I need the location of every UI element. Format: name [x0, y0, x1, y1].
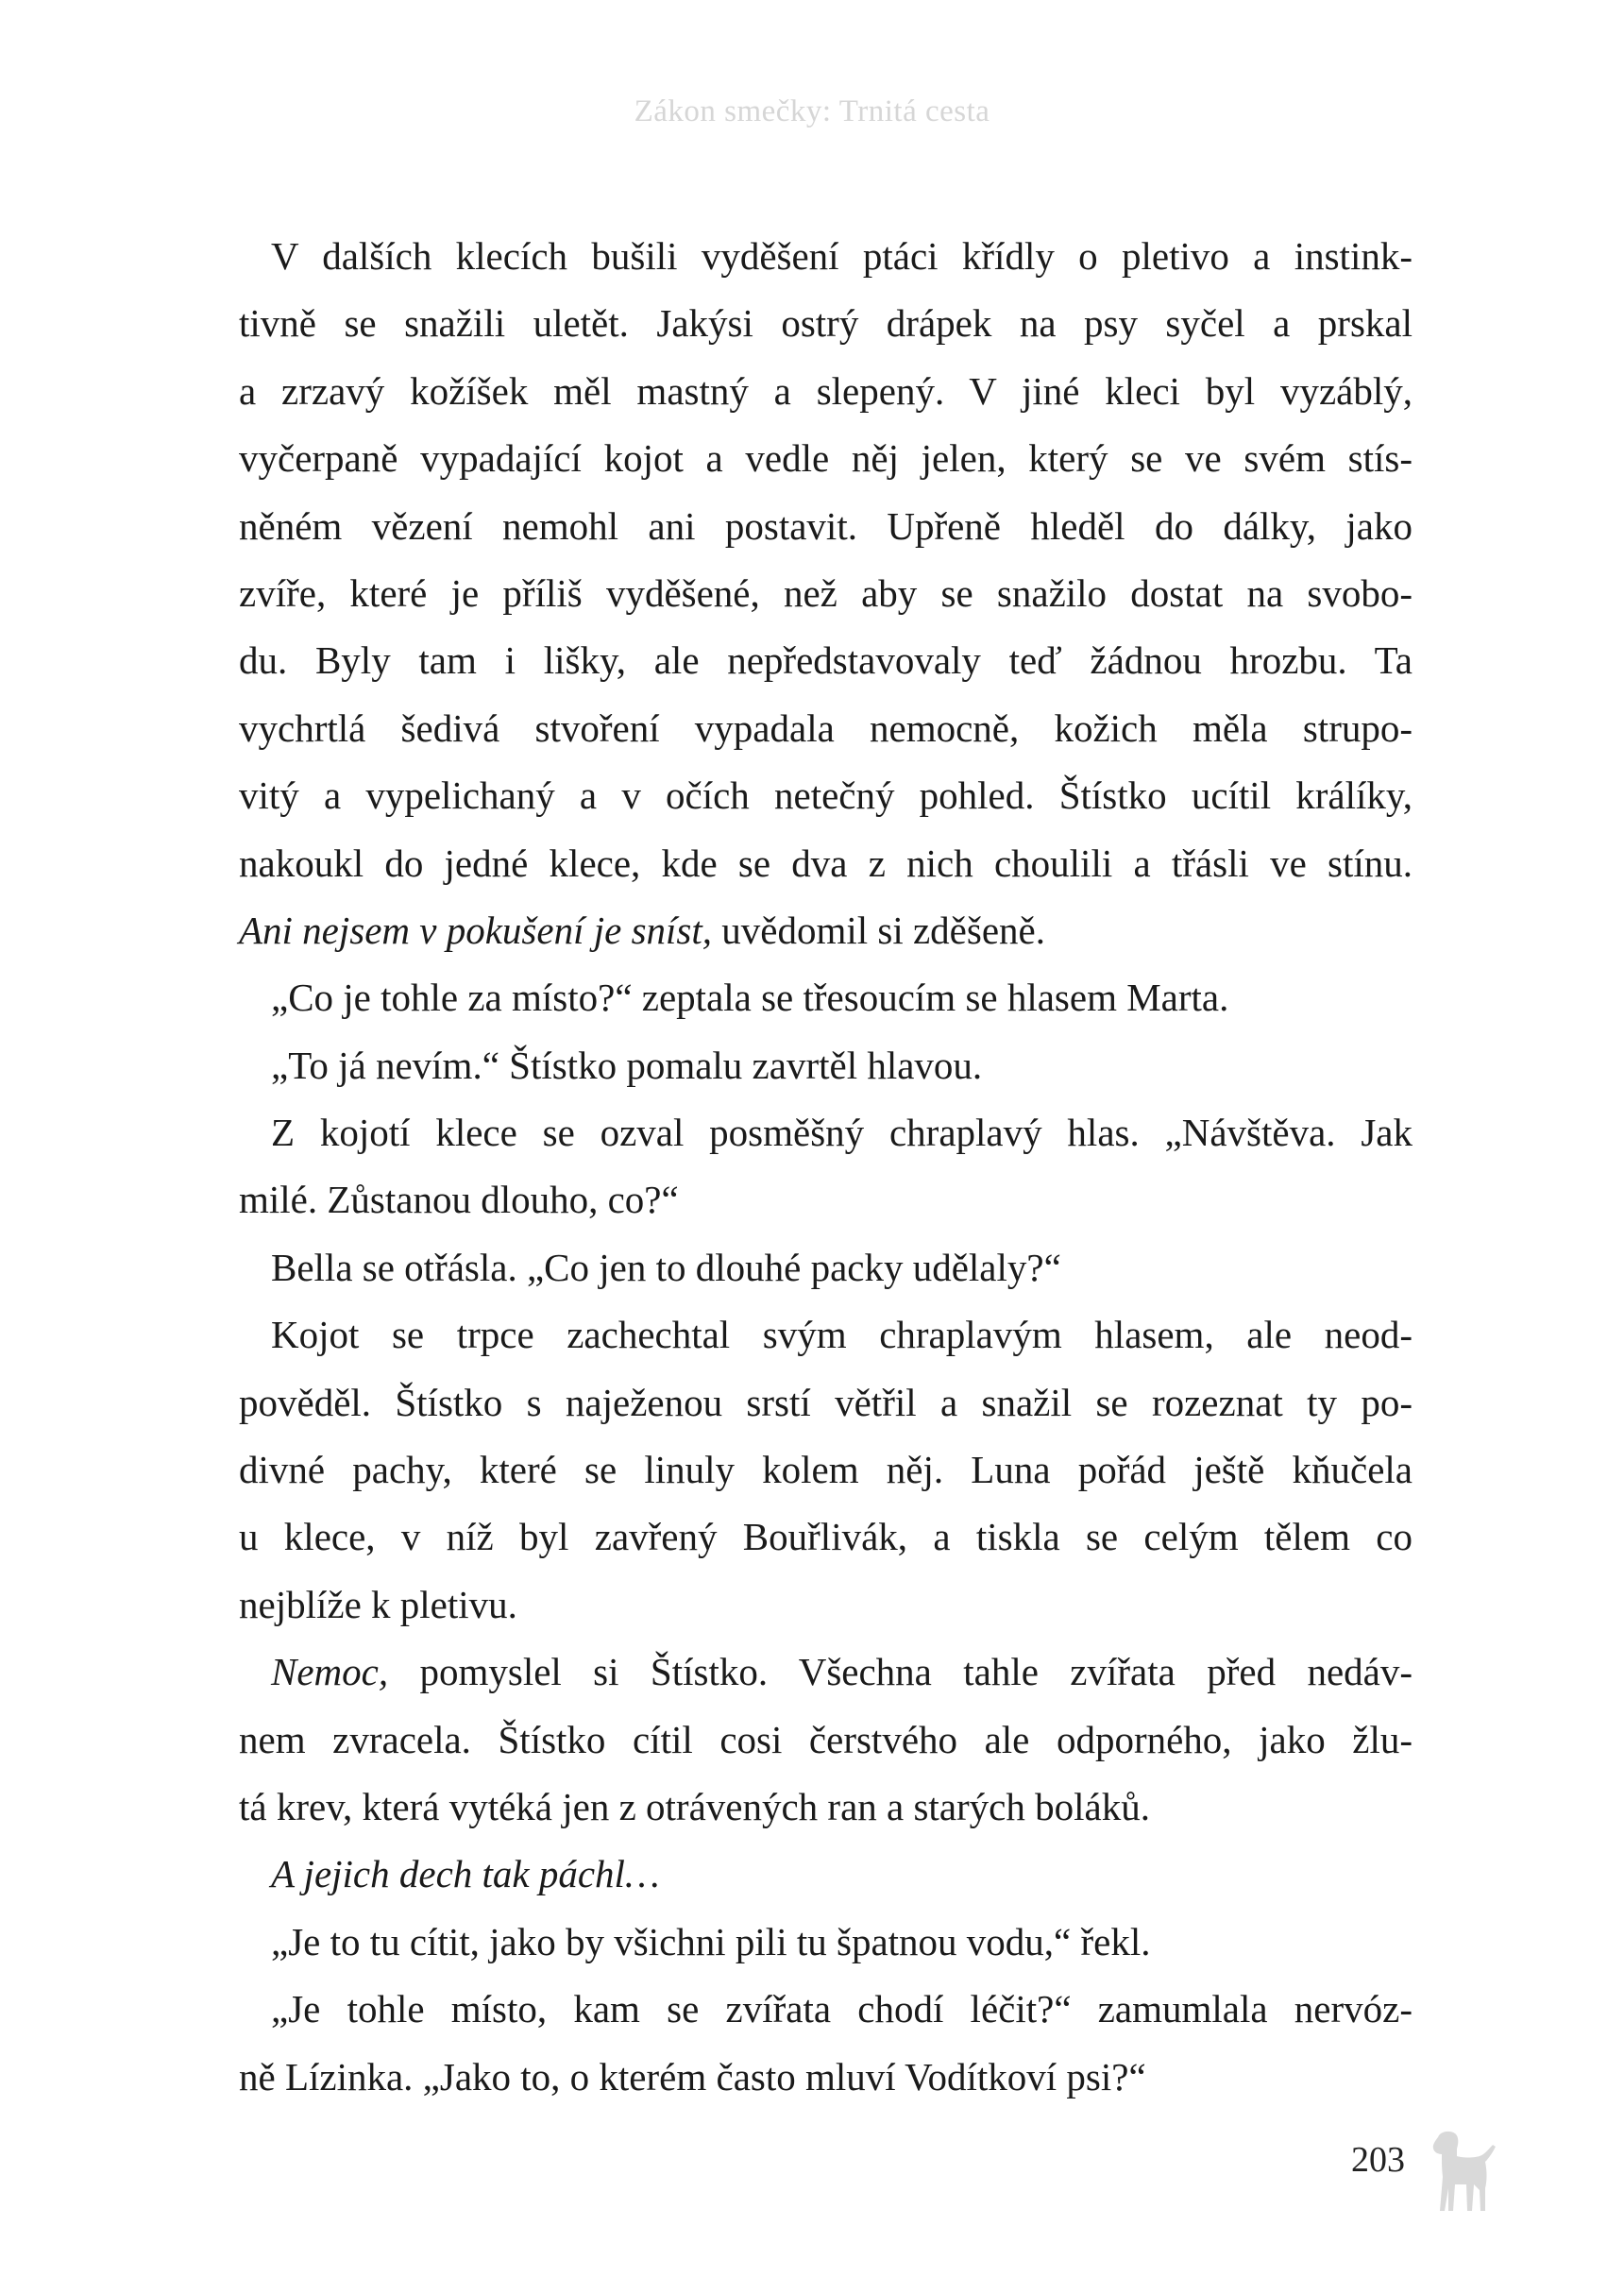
text-line — [239, 1909, 1413, 1976]
line-text: milé. Zůstanou dlouho, co?“ — [239, 1178, 679, 1222]
line-text: vyčerpaně vypadající kojot a vedle něj jelen, který se ve svém stís- — [239, 436, 1413, 481]
line-text: „Je tohle místo, kam se zvířata chodí léčit?“ zamumlala nervóz- — [271, 1987, 1413, 2031]
paragraph — [239, 1639, 1413, 1841]
line-text: nakoukl do jedné klece, kde se dva z nich choulili a třásli ve stínu. — [239, 841, 1413, 885]
text-line — [239, 1369, 1413, 1436]
line-text: pomyslel si Štístko. Všechna tahle zvířata před nedáv- — [388, 1650, 1413, 1694]
page-number: 203 — [1351, 2140, 1405, 2180]
text-line — [239, 695, 1413, 762]
text-line — [239, 290, 1413, 357]
text-line — [239, 1166, 1413, 1233]
text-line — [239, 1099, 1413, 1166]
line-text: „Je to tu cítit, jako by všichni pili tu špatnou vodu,“ řekl. — [271, 1919, 1151, 1963]
line-text: a zrzavý kožíšek měl mastný a slepený. V jiné kleci byl vyzáblý, — [239, 368, 1413, 413]
text-line — [239, 964, 1413, 1031]
line-text: ně Lízinka. „Jako to, o kterém často mluví Vodítkoví psi?“ — [239, 2054, 1146, 2099]
text-line — [239, 1504, 1413, 1571]
line-text: u klece, v níž byl zavřený Bouřlivák, a tiskla se celým tělem co — [239, 1515, 1413, 1559]
text-line — [239, 1639, 1413, 1706]
paragraph — [239, 1301, 1413, 1639]
italic-text: Ani nejsem v pokušení je sníst, — [239, 908, 713, 952]
italic-text: Nemoc, — [271, 1650, 389, 1694]
line-text: „Co je tohle za místo?“ zeptala se třesoucím se hlasem Marta. — [271, 976, 1229, 1020]
paragraph — [239, 1099, 1413, 1234]
line-text: zvíře, které je příliš vyděšené, než aby se snažilo dostat na svobo- — [239, 570, 1413, 615]
line-text: vychrtlá šedivá stvoření vypadala nemocně, kožich měla strupo- — [239, 705, 1413, 750]
paragraph — [239, 1976, 1413, 2111]
text-line — [239, 425, 1413, 492]
paragraph — [239, 223, 1413, 964]
line-text: „To já nevím.“ Štístko pomalu zavrtěl hlavou. — [271, 1043, 983, 1087]
line-text: nem zvracela. Štístko cítil cosi čerstvého ale odporného, jako žlu- — [239, 1717, 1413, 1761]
text-line — [239, 897, 1413, 964]
text-line — [239, 2044, 1413, 2111]
line-text: Kojot se trpce zachechtal svým chraplavým hlasem, ale neod- — [271, 1313, 1413, 1357]
text-line — [239, 1572, 1413, 1639]
text-line — [239, 1234, 1413, 1301]
text-line — [239, 1707, 1413, 1774]
paragraph — [239, 1909, 1413, 1976]
text-line — [239, 560, 1413, 627]
text-line — [239, 1774, 1413, 1841]
line-text: V dalších klecích bušili vyděšení ptáci křídly o pletivo a instink- — [271, 234, 1413, 278]
line-text: Z kojotí klece se ozval posměšný chraplavý hlas. „Návštěva. Jak — [271, 1111, 1413, 1155]
line-text: Bella se otřásla. „Co jen to dlouhé packy udělaly?“ — [271, 1245, 1061, 1289]
text-line — [239, 830, 1413, 897]
body-text — [239, 223, 1413, 2111]
text-line — [239, 762, 1413, 829]
text-line — [239, 1436, 1413, 1504]
text-line — [239, 1841, 1413, 1908]
text-line — [239, 223, 1413, 290]
paragraph — [239, 1841, 1413, 1908]
paragraph — [239, 1234, 1413, 1301]
paragraph — [239, 1032, 1413, 1099]
dog-silhouette-icon — [1430, 2130, 1497, 2213]
line-text: tivně se snažili uletět. Jakýsi ostrý drápek na psy syčel a prskal — [239, 301, 1413, 346]
italic-text: A jejich dech tak páchl… — [271, 1852, 660, 1896]
text-line — [239, 493, 1413, 560]
line-text: něném vězení nemohl ani postavit. Upřeně hleděl do dálky, jako — [239, 503, 1413, 548]
line-text: uvědomil si zděšeně. — [712, 908, 1045, 952]
line-text: tá krev, která vytéká jen z otrávených ran a starých boláků. — [239, 1784, 1150, 1828]
line-text: vitý a vypelichaný a v očích netečný pohled. Štístko ucítil králíky, — [239, 773, 1413, 818]
text-line — [239, 358, 1413, 425]
text-line — [239, 1301, 1413, 1368]
text-line — [239, 627, 1413, 694]
paragraph — [239, 964, 1413, 1031]
running-header: Zákon smečky: Trnitá cesta — [634, 94, 990, 128]
text-line — [239, 1032, 1413, 1099]
line-text: du. Byly tam i lišky, ale nepředstavovaly teď žádnou hrozbu. Ta — [239, 638, 1413, 683]
line-text: nejblíže k pletivu. — [239, 1582, 517, 1626]
text-line — [239, 1976, 1413, 2043]
line-text: divné pachy, které se linuly kolem něj. Luna pořád ještě kňučela — [239, 1448, 1413, 1492]
line-text: pověděl. Štístko s naježenou srstí větřil a snažil se rozeznat ty po- — [239, 1380, 1413, 1424]
